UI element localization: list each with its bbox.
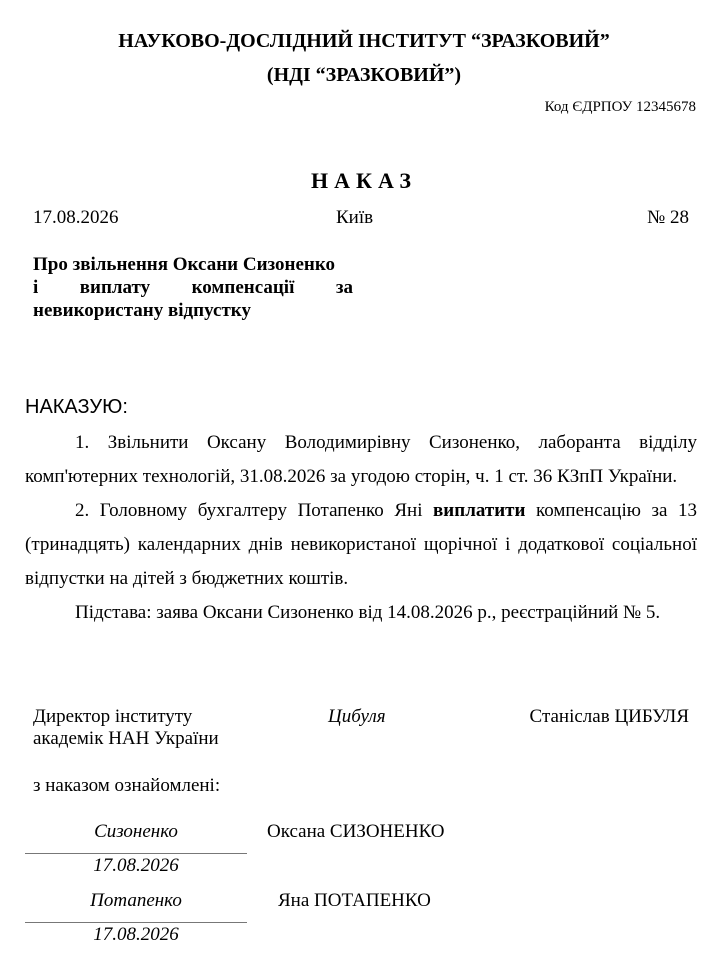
item-2-text-start: 2. Головному бухгалтеру Потапенко Яні [75, 500, 434, 521]
edrpou-code: Код ЄДРПОУ 12345678 [544, 99, 696, 115]
position-line: академік НАН України [33, 728, 219, 749]
ack-date: 17.08.2026 [93, 855, 179, 876]
order-basis: Підстава: заява Оксани Сизоненко від 14.08.2026 р., реєстраційний № 5. [75, 602, 661, 623]
order-item-1: 1. Звільнити Оксану Володимирівну Сизоненко, лаборанта відділу комп'ютерних технологій, 31.08.2026 за угодою сторін, ч. 1 ст. 36 КЗпП України. [25, 432, 697, 487]
order-heading: НАКАЗУЮ: [25, 396, 128, 418]
order-city: Київ [336, 207, 374, 228]
position-line: Директор інституту [33, 706, 193, 727]
order-number: № 28 [647, 207, 689, 228]
subject-word: за [335, 277, 353, 298]
item-2-text-end: компенсацію за 13 (тринадцять) календарних днів невикористаної щорічної і додаткової соціальної відпустки на дітей з бюджетних коштів. [25, 500, 697, 589]
subject-word: і [33, 277, 39, 298]
ack-signature: Потапенко [90, 890, 182, 911]
order-item-2 [25, 494, 697, 596]
director-signature: Цибуля [328, 706, 386, 727]
order-body [25, 426, 697, 630]
director-name: Станіслав ЦИБУЛЯ [529, 706, 689, 727]
signature-line [25, 922, 247, 923]
ack-name: Яна ПОТАПЕНКО [278, 890, 431, 911]
subject-line [33, 276, 353, 299]
item-2-bold-verb: виплатити [433, 500, 526, 521]
subject-line: Про звільнення Оксани Сизоненко [33, 254, 336, 275]
order-subject [33, 253, 353, 322]
acknowledged-label: з наказом ознайомлені: [33, 775, 221, 796]
order-date: 17.08.2026 [33, 207, 119, 228]
subject-word: компенсації [191, 277, 295, 298]
organization-name: НАУКОВО-ДОСЛІДНИЙ ІНСТИТУТ “ЗРАЗКОВИЙ” [118, 30, 610, 52]
signatory-position [33, 706, 219, 750]
subject-word: виплату [79, 277, 151, 298]
subject-line: невикористану відпустку [33, 300, 251, 321]
signature-line [25, 853, 247, 854]
organization-short-name: (НДІ “ЗРАЗКОВИЙ”) [266, 64, 462, 86]
ack-signature: Сизоненко [94, 821, 178, 842]
ack-date: 17.08.2026 [93, 924, 179, 945]
document-title: НАКАЗ [311, 168, 417, 193]
ack-name: Оксана СИЗОНЕНКО [267, 821, 445, 842]
